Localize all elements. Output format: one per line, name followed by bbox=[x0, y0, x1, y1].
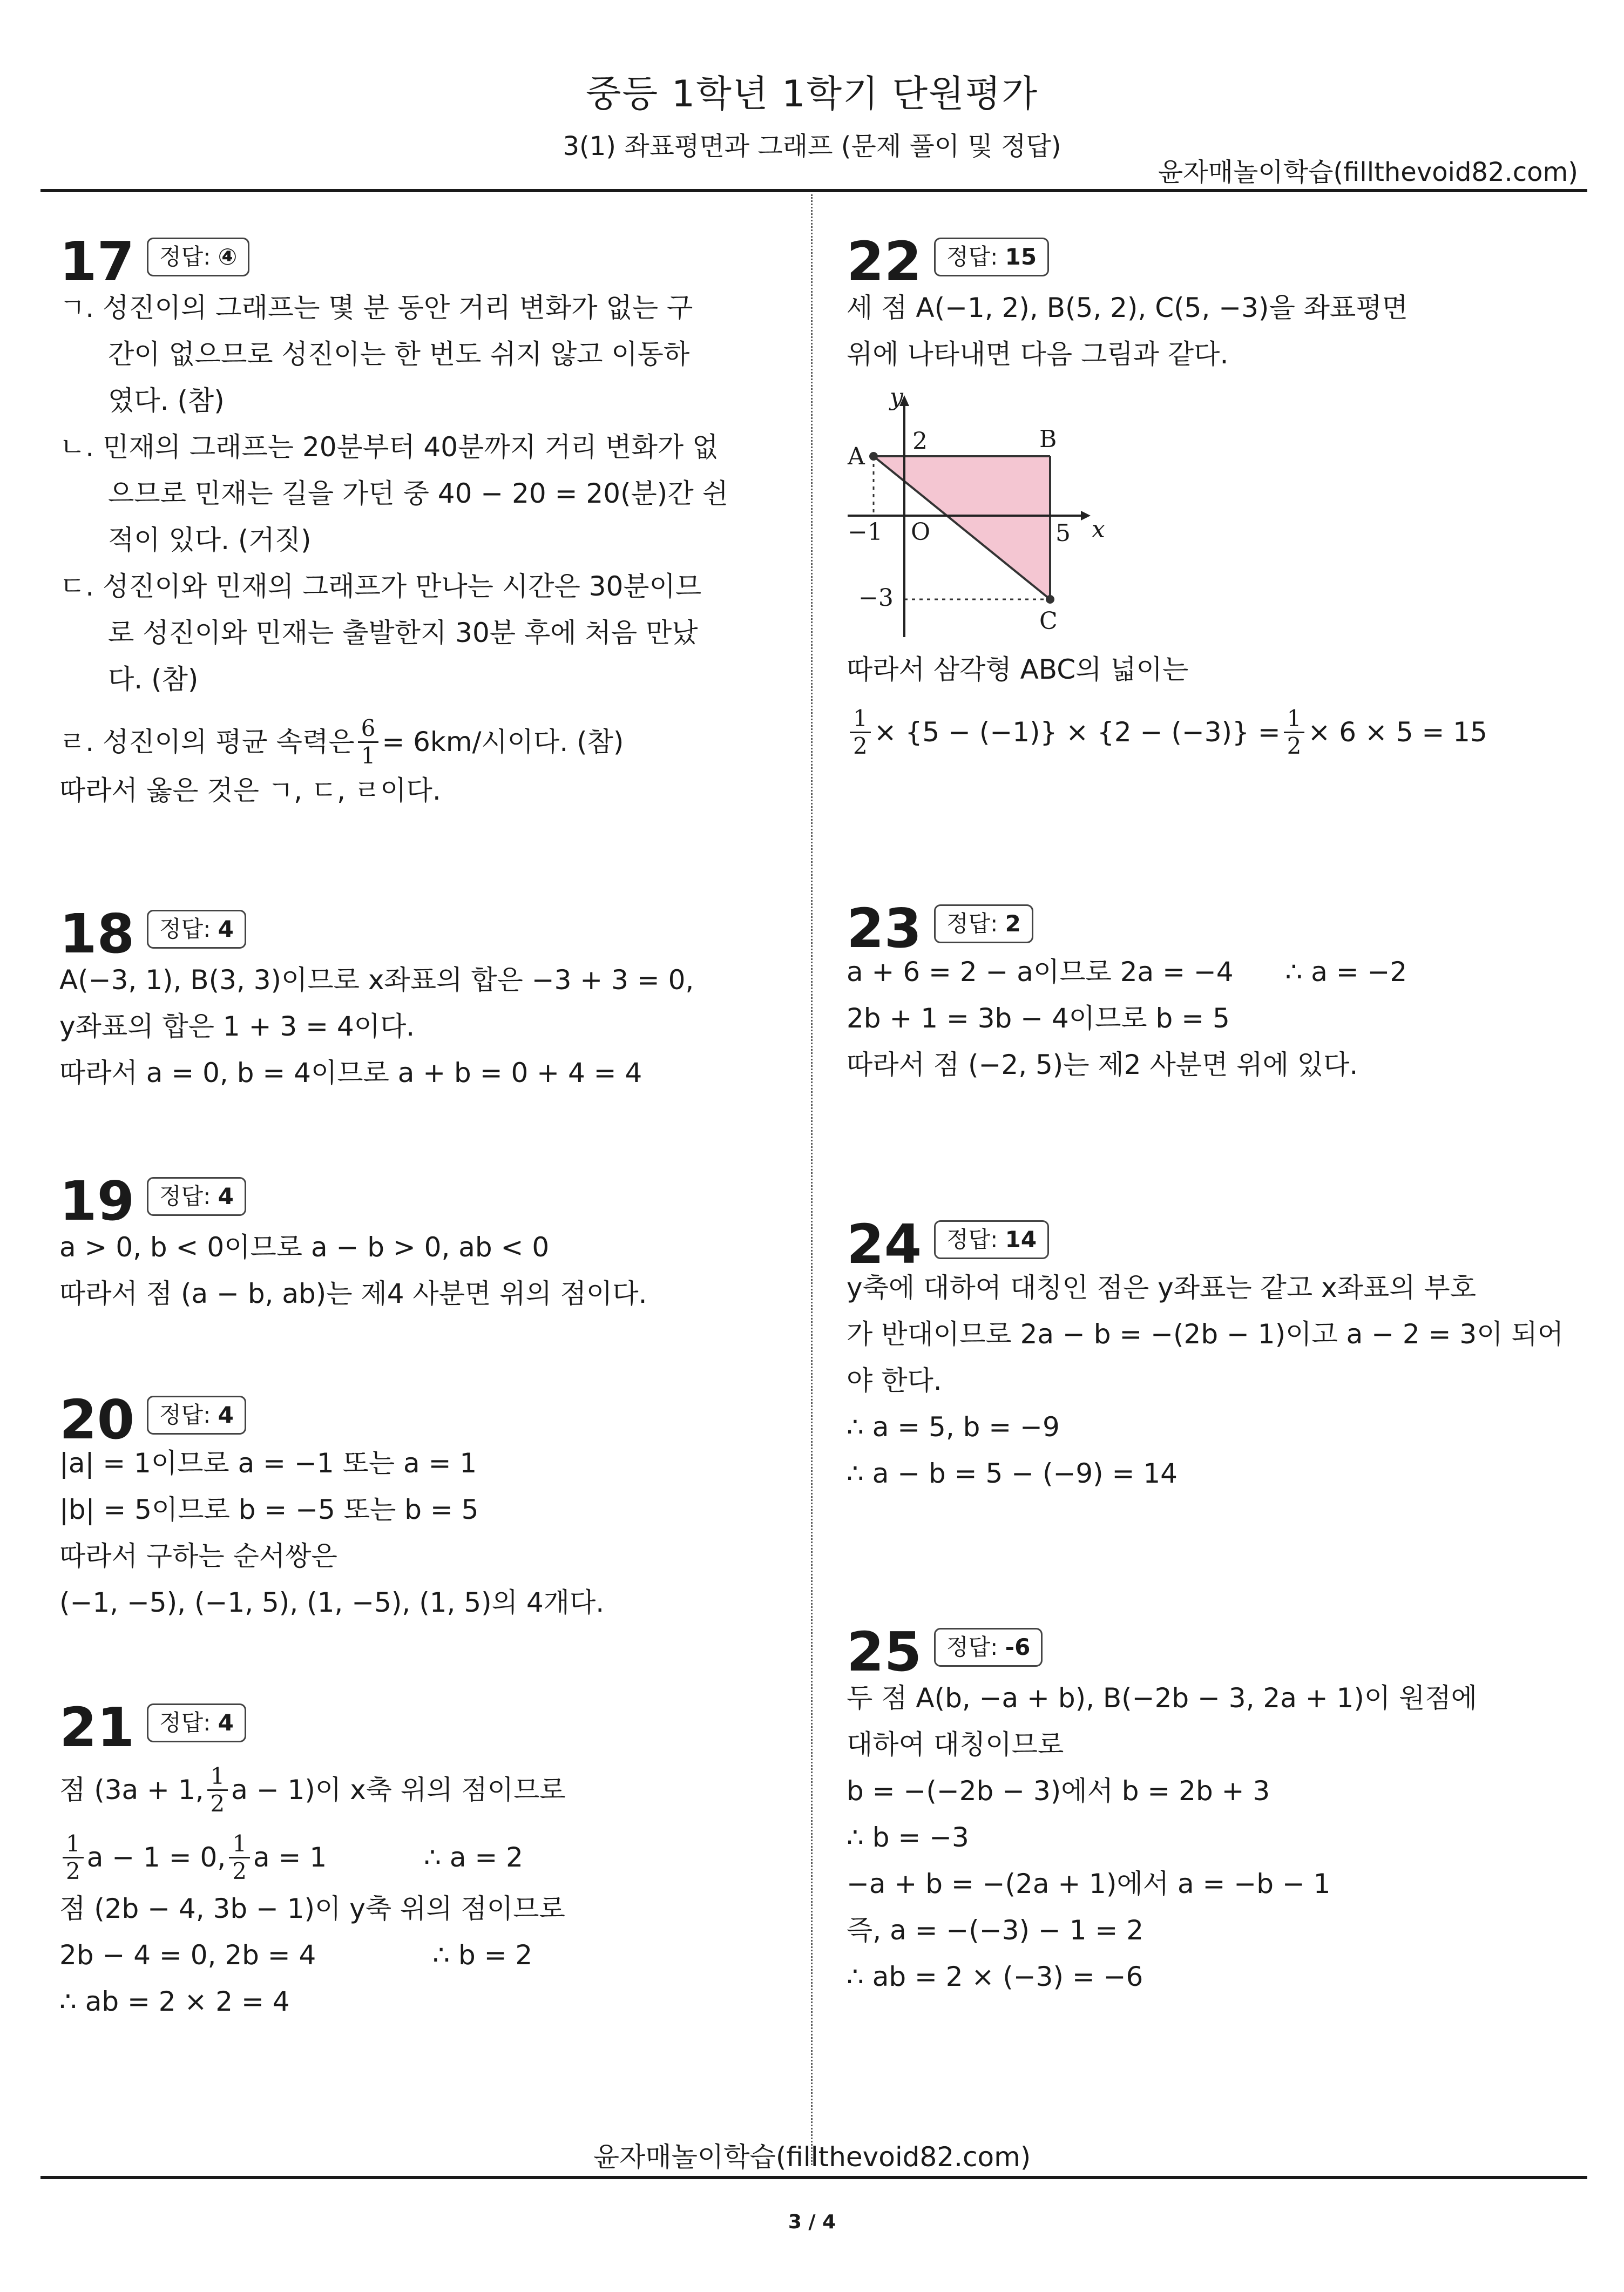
question-number: 24 bbox=[847, 1213, 922, 1276]
q18-solution bbox=[59, 964, 694, 1103]
solution-line: $\frac{1}{2}$ × {5 − (−1)} × {2 − (−3)} = $\frac{1}{2}$ × 6 × 5 = 15 bbox=[847, 700, 1487, 765]
solution-line: 따라서 점 (−2, 5)는 제2 사분면 위에 있다. bbox=[847, 1049, 1358, 1080]
solution-line: 였다. (참) bbox=[108, 385, 225, 416]
fraction: $\frac{1}{2}$ bbox=[850, 706, 871, 759]
x-axis-arrow bbox=[1081, 511, 1091, 520]
point-b-label: B bbox=[1039, 425, 1057, 453]
solution-line: 다. (참) bbox=[108, 664, 199, 695]
answer-box: 정답: -6 bbox=[934, 1628, 1043, 1667]
solution-line: |a| = 1이므로 a = −1 또는 a = 1 bbox=[59, 1448, 477, 1479]
answer-box: 정답: 4 bbox=[147, 910, 246, 949]
y-axis-label: y bbox=[890, 383, 903, 411]
answer-box: 정답: 4 bbox=[147, 1703, 246, 1742]
question-number: 22 bbox=[847, 230, 922, 293]
answer-box: 정답: 2 bbox=[934, 904, 1033, 943]
q17-solution bbox=[59, 292, 728, 821]
tick-label: −1 bbox=[848, 518, 883, 546]
question-number: 19 bbox=[59, 1169, 135, 1233]
x-axis-label: x bbox=[1092, 516, 1105, 543]
solution-line: a + 6 = 2 − a이므로 2a = −4 ∴ a = −2 bbox=[847, 956, 1408, 988]
solution-line: 가 반대이므로 2a − b = −(2b − 1)이고 a − 2 = 3이 되어 bbox=[847, 1319, 1564, 1350]
solution-line: 2b + 1 = 3b − 4이므로 b = 5 bbox=[847, 1003, 1230, 1034]
solution-line: $\frac{1}{2}$ a − 1 = 0, $\frac{1}{2}$ a = 1 ∴ a = 2 bbox=[59, 1822, 566, 1892]
answer-value: ④ bbox=[218, 244, 238, 270]
page-title: 중등 1학년 1학기 단원평가 bbox=[585, 73, 1039, 116]
footer-brand: 윤자매놀이학습(fillthevoid82.com) bbox=[593, 2141, 1031, 2173]
page-subtitle: 3(1) 좌표평면과 그래프 (문제 풀이 및 정답) bbox=[563, 131, 1061, 161]
coordinate-graph bbox=[842, 383, 1112, 643]
tick-label: 2 bbox=[912, 428, 928, 455]
question-number: 21 bbox=[59, 1696, 135, 1759]
solution-line: ∴ b = −3 bbox=[847, 1822, 969, 1853]
answer-box: 정답: 4 bbox=[147, 1177, 246, 1216]
fraction: $\frac{1}{2}$ bbox=[229, 1831, 250, 1884]
solution-line: 로 성진이와 민재는 출발한지 30분 후에 처음 만났 bbox=[108, 617, 698, 648]
header-rule bbox=[40, 189, 1587, 192]
answer-box: 정답: 15 bbox=[934, 238, 1049, 276]
q23-solution bbox=[847, 956, 1407, 1095]
answer-box bbox=[147, 238, 249, 276]
footer-rule bbox=[40, 2176, 1587, 2179]
solution-line: ㄴ. 민재의 그래프는 20분부터 40분까지 거리 변화가 없 bbox=[59, 431, 719, 463]
solution-line: 간이 없으므로 성진이는 한 번도 쉬지 않고 이동하 bbox=[108, 339, 690, 370]
solution-line: 점 (3a + 1, $\frac{1}{2}$ a − 1)이 x축 위의 점이므로 bbox=[59, 1762, 566, 1817]
solution-line: ㄷ. 성진이와 민재의 그래프가 만나는 시간은 30분이므 bbox=[59, 571, 702, 602]
solution-line: y좌표의 합은 1 + 3 = 4이다. bbox=[59, 1011, 415, 1042]
solution-line: 적이 있다. (거짓) bbox=[108, 524, 312, 556]
solution-line: 즉, a = −(−3) − 1 = 2 bbox=[847, 1915, 1144, 1946]
conclusion-line: 따라서 옳은 것은 ㄱ, ㄷ, ㄹ이다. bbox=[59, 775, 441, 806]
question-number: 23 bbox=[847, 897, 922, 960]
solution-line: ∴ ab = 2 × 2 = 4 bbox=[59, 1986, 290, 2017]
answer-box: 정답: 4 bbox=[147, 1396, 246, 1435]
fraction: $\frac{1}{2}$ bbox=[63, 1831, 84, 1884]
page-number: 3 / 4 bbox=[788, 2211, 836, 2233]
answer-label: 정답: bbox=[159, 244, 211, 270]
solution-line: 따라서 점 (a − b, ab)는 제4 사분면 위의 점이다. bbox=[59, 1278, 647, 1309]
question-number: 25 bbox=[847, 1620, 922, 1683]
solution-line: 대하여 대칭이므로 bbox=[847, 1729, 1064, 1760]
solution-line: ∴ a = 5, b = −9 bbox=[847, 1411, 1060, 1443]
solution-line: 세 점 A(−1, 2), B(5, 2), C(5, −3)을 좌표평면 bbox=[847, 292, 1408, 323]
solution-line: −a + b = −(2a + 1)에서 a = −b − 1 bbox=[847, 1868, 1331, 1899]
solution-line: |b| = 5이므로 b = −5 또는 b = 5 bbox=[59, 1494, 479, 1525]
solution-line: 으므로 민재는 길을 가던 중 40 − 20 = 20(분)간 쉰 bbox=[108, 478, 728, 509]
solution-line: ㄹ. 성진이의 평균 속력은 $\frac{6}{1}$ = 6km/시이다. (참) bbox=[59, 714, 624, 769]
fraction: $\frac{1}{2}$ bbox=[207, 1763, 228, 1817]
solution-line: ∴ ab = 2 × (−3) = −6 bbox=[847, 1961, 1143, 1992]
q25-solution bbox=[847, 1682, 1477, 2007]
solution-line: (−1, −5), (−1, 5), (1, −5), (1, 5)의 4개다. bbox=[59, 1587, 605, 1618]
question-number: 18 bbox=[59, 902, 135, 965]
origin-label: O bbox=[911, 518, 931, 546]
q22-solution bbox=[847, 292, 1408, 384]
solution-line: ㄱ. 성진이의 그래프는 몇 분 동안 거리 변화가 없는 구 bbox=[59, 292, 693, 323]
q24-solution bbox=[847, 1272, 1564, 1504]
solution-line: 2b − 4 = 0, 2b = 4 ∴ b = 2 bbox=[59, 1939, 533, 1971]
column-divider bbox=[811, 194, 813, 2165]
question-number: 17 bbox=[59, 230, 135, 293]
solution-line: 따라서 구하는 순서쌍은 bbox=[59, 1540, 337, 1572]
q22-conclusion bbox=[847, 653, 1487, 765]
answer-box: 정답: 14 bbox=[934, 1220, 1049, 1259]
solution-line: b = −(−2b − 3)에서 b = 2b + 3 bbox=[847, 1775, 1270, 1807]
q21-solution bbox=[59, 1757, 566, 2032]
header-brand: 윤자매놀이학습(fillthevoid82.com) bbox=[1158, 157, 1578, 187]
solution-line: ∴ a − b = 5 − (−9) = 14 bbox=[847, 1458, 1178, 1489]
solution-line: 두 점 A(b, −a + b), B(−2b − 3, 2a + 1)이 원점에 bbox=[847, 1682, 1477, 1714]
point-a bbox=[869, 452, 878, 461]
solution-line: 따라서 삼각형 ABC의 넓이는 bbox=[847, 654, 1189, 685]
solution-line: A(−3, 1), B(3, 3)이므로 x좌표의 합은 −3 + 3 = 0, bbox=[59, 964, 694, 996]
q19-solution bbox=[59, 1231, 647, 1324]
point-a-label: A bbox=[848, 443, 865, 470]
solution-line: y축에 대하여 대칭인 점은 y좌표는 같고 x좌표의 부호 bbox=[847, 1272, 1477, 1303]
question-number: 20 bbox=[59, 1388, 135, 1451]
solution-line: 위에 나타내면 다음 그림과 같다. bbox=[847, 339, 1229, 370]
tick-label: 5 bbox=[1055, 519, 1071, 547]
tick-label: −3 bbox=[858, 584, 894, 612]
fraction: $\frac{1}{2}$ bbox=[1284, 706, 1305, 759]
solution-line: 야 한다. bbox=[847, 1365, 942, 1396]
solution-line: 따라서 a = 0, b = 4이므로 a + b = 0 + 4 = 4 bbox=[59, 1057, 642, 1088]
q20-solution bbox=[59, 1447, 604, 1633]
solution-line: a > 0, b < 0이므로 a − b > 0, ab < 0 bbox=[59, 1232, 550, 1263]
solution-line: 점 (2b − 4, 3b − 1)이 y축 위의 점이므로 bbox=[59, 1893, 565, 1924]
point-c-label: C bbox=[1039, 607, 1058, 635]
fraction: $\frac{6}{1}$ bbox=[358, 715, 379, 769]
point-c bbox=[1046, 595, 1054, 604]
